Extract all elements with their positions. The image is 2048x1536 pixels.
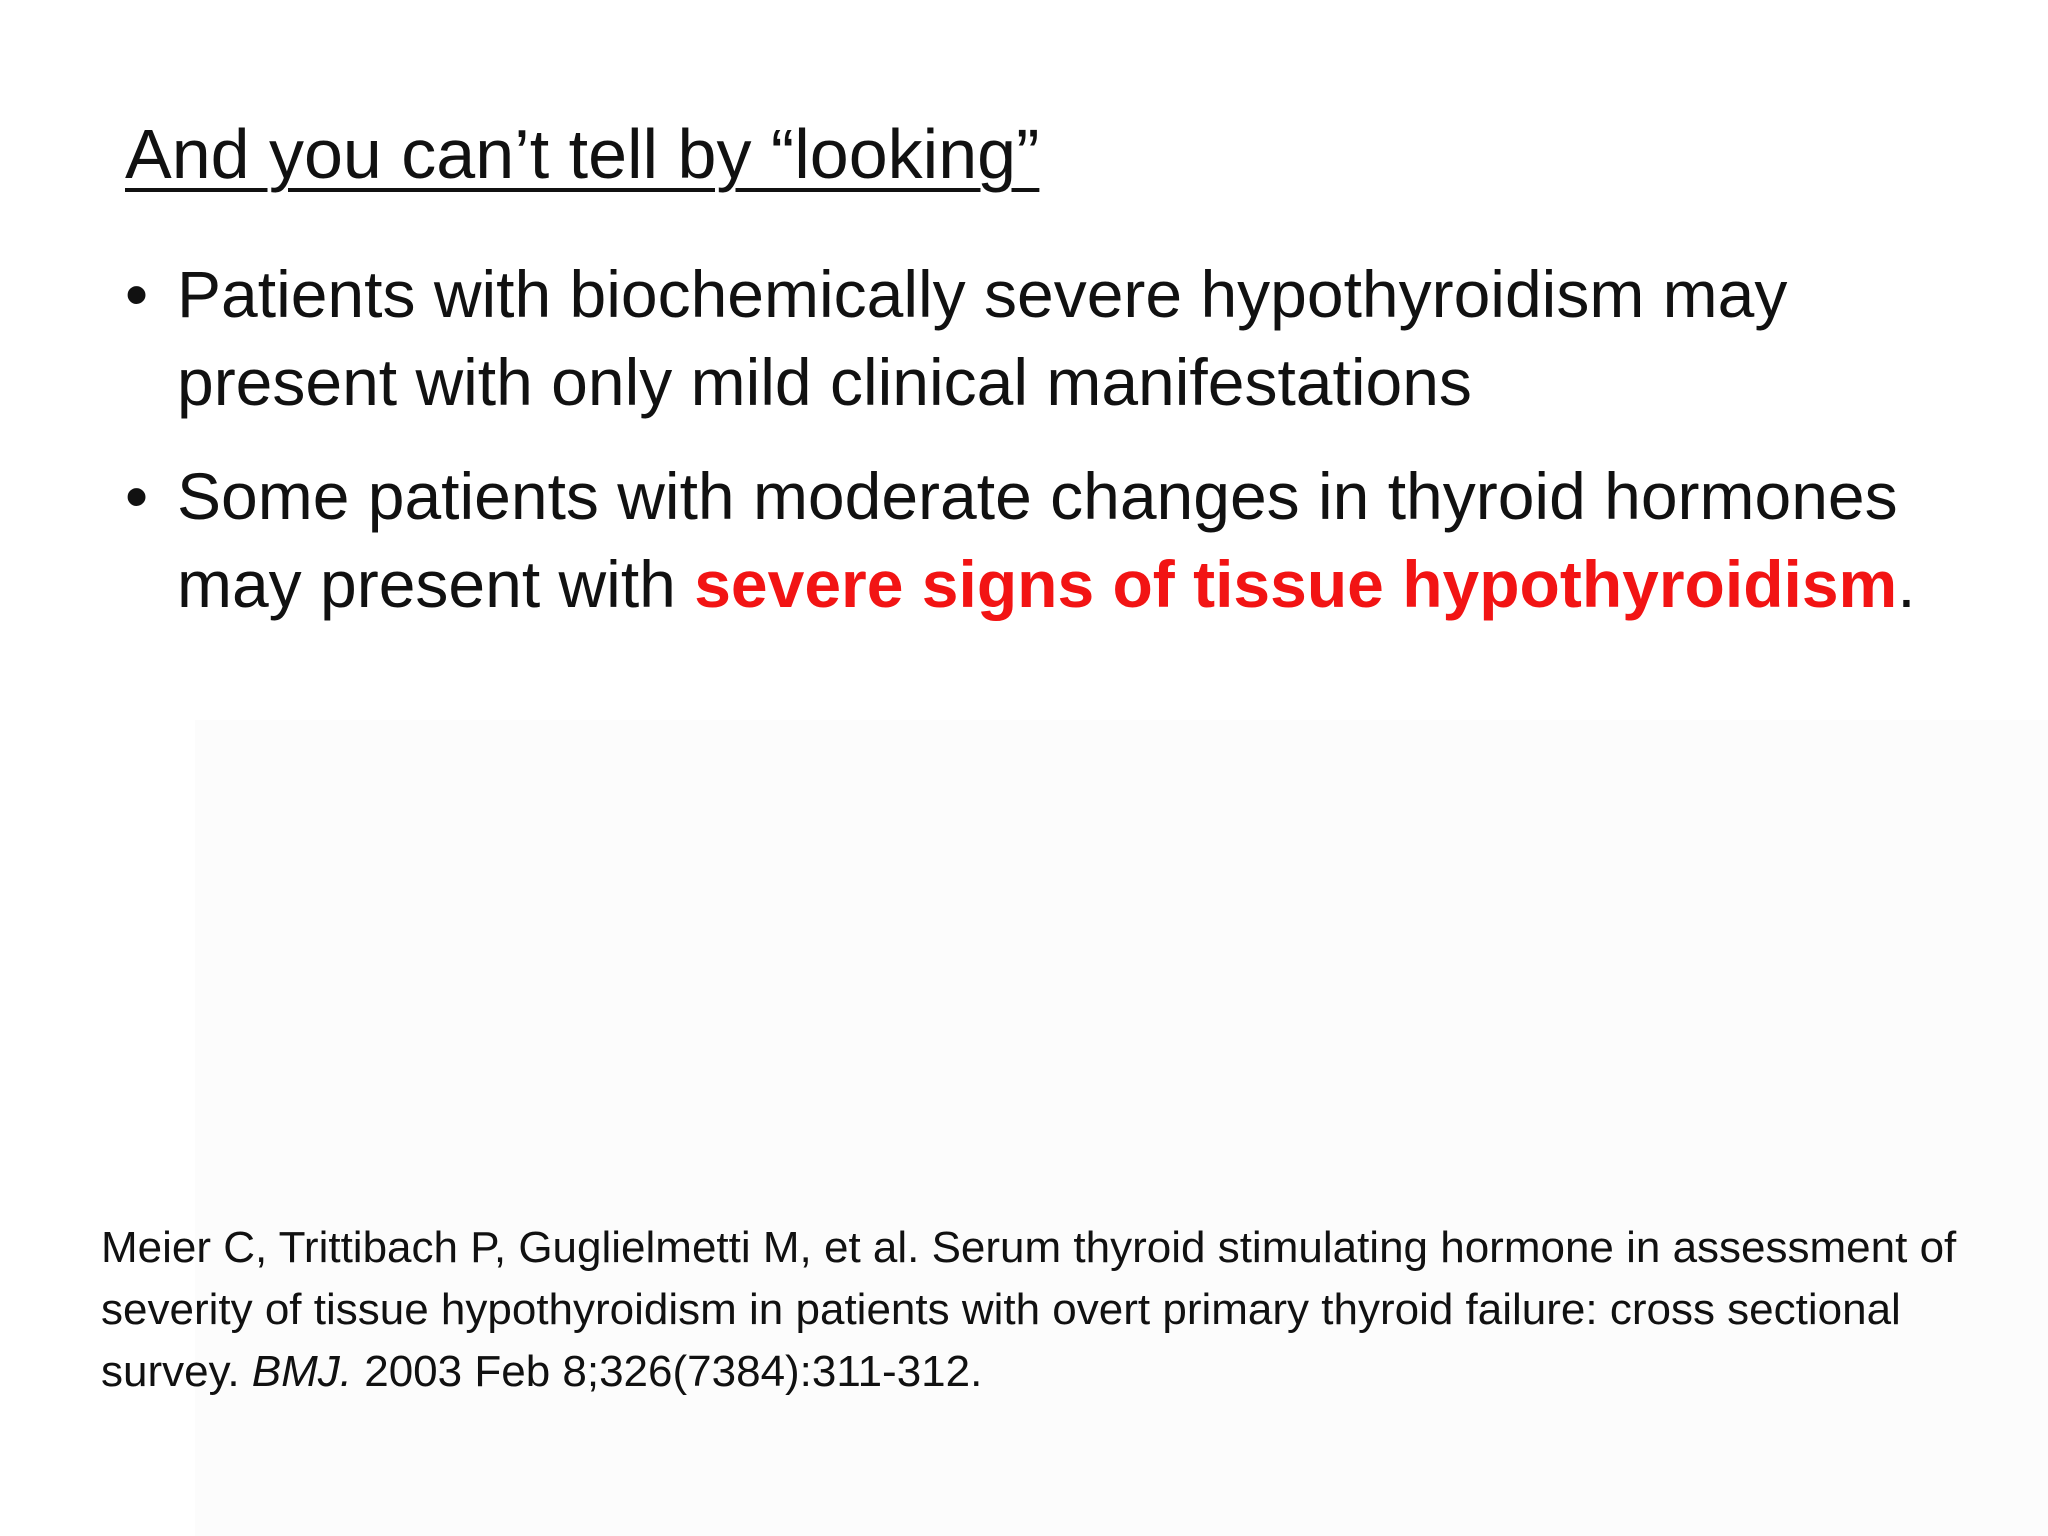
bullet-dot: • <box>125 257 149 331</box>
bullet-item-2 <box>125 452 1985 628</box>
bullet-item-1 <box>125 250 1985 426</box>
background-shade <box>195 720 2048 1536</box>
slide-title: And you can’t tell by “looking” <box>125 115 1040 193</box>
bullet-dot: • <box>125 459 149 533</box>
citation-journal: BMJ. <box>251 1347 353 1396</box>
citation <box>101 1217 2001 1403</box>
bullet-text: Some patients with moderate changes in thyroid hormones may present with <box>177 459 1898 621</box>
bullet-text: Patients with biochemically severe hypothyroidism may present with only mild clinical manifestations <box>177 257 1788 419</box>
citation-text: Meier C, Trittibach P, Guglielmetti M, et al. Serum thyroid stimulating hormone in assessment of severity of tissue hypothyroidism in patients with overt primary thyroid failure: cross sectional survey. <box>101 1223 1957 1396</box>
highlighted-text: severe signs of tissue hypothyroidism <box>694 547 1898 621</box>
citation-details: 2003 Feb 8;326(7384):311-312. <box>352 1347 983 1396</box>
bullet-list <box>125 250 1985 654</box>
bullet-text-end: . <box>1897 547 1916 621</box>
